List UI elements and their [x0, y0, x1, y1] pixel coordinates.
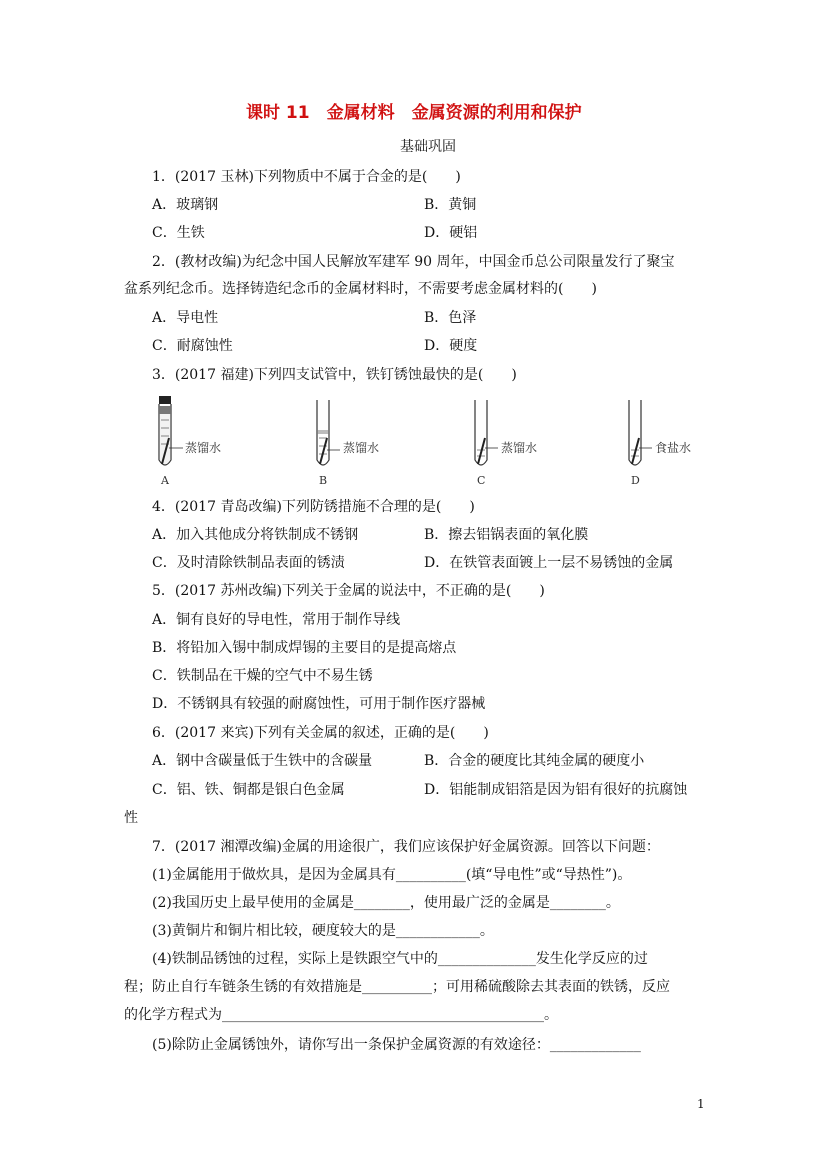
test-tube-a [159, 396, 221, 487]
q2-option-c[interactable]: C．耐腐蚀性 [152, 338, 233, 354]
q2-stem-line2: 盆系列纪念币。选择铸造纪念币的金属材料时，不需要考虑金属材料的( ) [124, 281, 597, 297]
tube-b-liquid-label: 蒸馏水 [343, 441, 380, 455]
q2-option-a[interactable]: A．导电性 [152, 310, 219, 326]
tube-b-letter: B [319, 474, 328, 487]
q5-option-b[interactable]: B．将铅加入锡中制成焊锡的主要目的是提高熔点 [152, 640, 457, 656]
q1-option-b[interactable]: B．黄铜 [424, 197, 477, 213]
q5-option-d[interactable]: D．不锈钢具有较强的耐腐蚀性，可用于制作医疗器械 [152, 696, 486, 712]
q3-stem: 3．(2017 福建)下列四支试管中，铁钉锈蚀最快的是( ) [152, 367, 517, 383]
q6-option-a[interactable]: A．钢中含碳量低于生铁中的含碳量 [152, 753, 373, 769]
q5-stem: 5．(2017 苏州改编)下列关于金属的说法中，不正确的是( ) [152, 583, 545, 599]
q2-option-d[interactable]: D．硬度 [424, 338, 478, 354]
q4-option-b[interactable]: B．擦去铝锅表面的氧化膜 [424, 527, 589, 543]
q7-part4-line2: 程；防止自行车链条生锈的有效措施是__________；可用稀硫酸除去其表面的铁锈，反应 [124, 979, 670, 995]
tube-c-liquid-label: 蒸馏水 [501, 441, 538, 455]
q5-option-c[interactable]: C．铁制品在干燥的空气中不易生锈 [152, 668, 373, 684]
tube-d-letter: D [631, 474, 640, 487]
test-tube-figure [145, 392, 705, 487]
page-number: 1 [697, 1097, 705, 1111]
q4-option-a[interactable]: A．加入其他成分将铁制成不锈钢 [152, 527, 359, 543]
page-title: 课时 11 金属材料 金属资源的利用和保护 [246, 103, 582, 123]
q7-part4-line1: (4)铁制品锈蚀的过程，实际上是铁跟空气中的______________发生化学反应的过 [152, 951, 648, 967]
q7-part1: (1)金属能用于做炊具，是因为金属具有__________(填“导电性”或“导热性”)。 [152, 867, 632, 883]
q1-option-d[interactable]: D．硬铝 [424, 225, 478, 241]
tube-c-letter: C [477, 474, 486, 487]
q7-part2: (2)我国历史上最早使用的金属是________，使用最广泛的金属是________。 [152, 895, 620, 911]
q4-option-d[interactable]: D．在铁管表面镀上一层不易锈蚀的金属 [424, 555, 674, 571]
tube-a-liquid-label: 蒸馏水 [185, 441, 222, 455]
tube-a-letter: A [161, 474, 169, 487]
q1-stem: 1．(2017 玉林)下列物质中不属于合金的是( ) [152, 169, 461, 185]
q6-stem: 6．(2017 来宾)下列有关金属的叙述，正确的是( ) [152, 725, 489, 741]
tube-d-liquid-label: 食盐水 [655, 441, 692, 455]
section-heading: 基础巩固 [400, 139, 456, 155]
q6-option-d[interactable]: D．铝能制成铝箔是因为铝有很好的抗腐蚀 [424, 782, 688, 798]
q7-stem: 7．(2017 湘潭改编)金属的用途很广，我们应该保护好金属资源。回答以下问题： [152, 839, 660, 855]
q7-part3: (3)黄铜片和铜片相比较，硬度较大的是____________。 [152, 923, 494, 939]
q4-option-c[interactable]: C．及时清除铁制品表面的锈渍 [152, 555, 345, 571]
test-tube-c [475, 400, 537, 487]
q2-option-b[interactable]: B．色泽 [424, 310, 477, 326]
q6-option-c[interactable]: C．铝、铁、铜都是银白色金属 [152, 782, 345, 798]
q4-stem: 4．(2017 青岛改编)下列防锈措施不合理的是( ) [152, 499, 475, 515]
q6-option-d-continued: 性 [124, 810, 138, 826]
q2-stem-line1: 2．(教材改编)为纪念中国人民解放军建军 90 周年，中国金币总公司限量发行了聚宝 [152, 254, 675, 270]
q7-part5: (5)除防止金属锈蚀外，请你写出一条保护金属资源的有效途径：_____________ [152, 1037, 641, 1053]
test-tube-d [629, 400, 691, 487]
test-tube-b [317, 400, 379, 487]
q5-option-a[interactable]: A．铜有良好的导电性，常用于制作导线 [152, 612, 401, 628]
q6-option-b[interactable]: B．合金的硬度比其纯金属的硬度小 [424, 753, 645, 769]
q7-part4-line3: 的化学方程式为______________________________________________。 [124, 1007, 558, 1023]
q1-option-c[interactable]: C．生铁 [152, 225, 205, 241]
q1-option-a[interactable]: A．玻璃钢 [152, 197, 219, 213]
